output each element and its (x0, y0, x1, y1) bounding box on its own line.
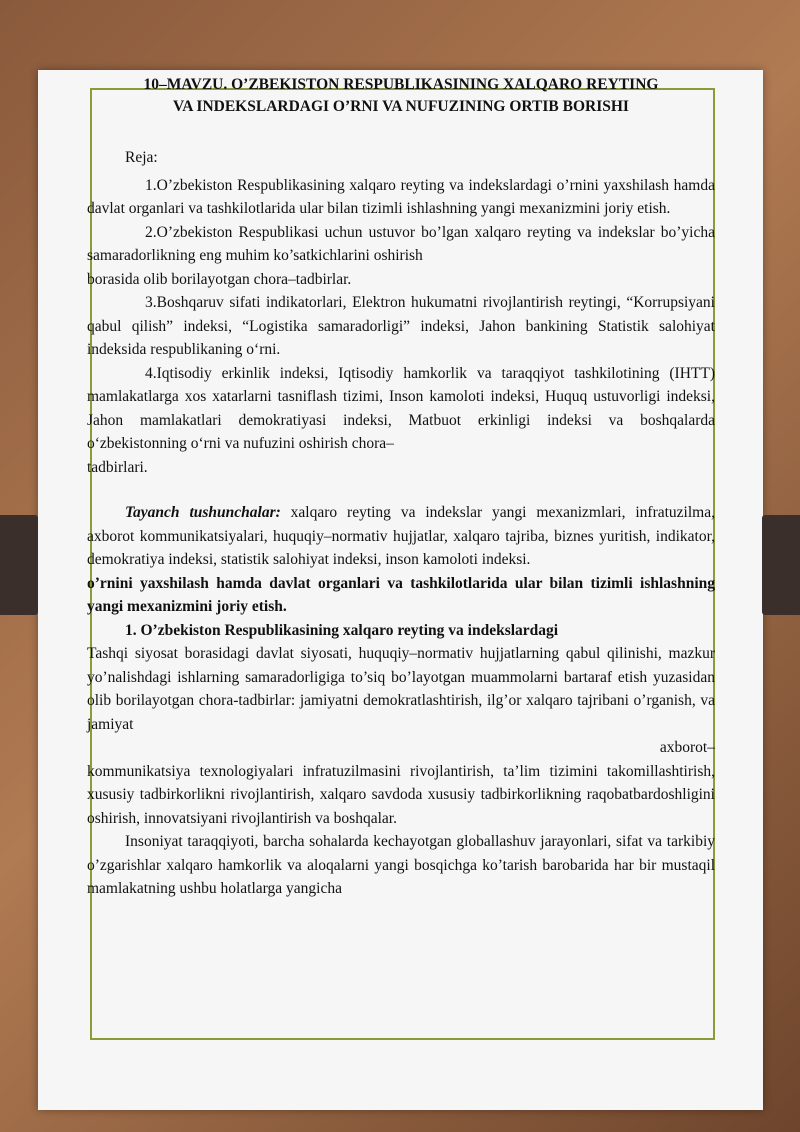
section-1-paragraph-2: Insoniyat taraqqiyoti, barcha sohalarda kechayotgan globallashuv jarayonlari, sifat va tarkibiy o’zgarishlar xalqaro hamkorlik va aloqalarni yangi bosqichga ko’tarish barobarida har bir mustaqil mamlakatning ushbu holatlarga yangicha (87, 833, 715, 897)
plan-heading: Reja: (125, 149, 158, 166)
section-1-heading: 1. O’zbekiston Respublikasining xalqaro reyting va indekslardagi (125, 621, 559, 639)
binder-tab-right (762, 515, 800, 615)
section-1-paragraph-1-break: axborot– (659, 739, 715, 756)
keywords-text: xalqaro reyting va indekslar yangi mexanizmlari, infratuzilma, axborot kommunikatsiyalari, huquqiy–normativ hujjatlar, xalqaro tajriba, biznes yuritish, indikator, demokratiya indeksi, statistik salohiyat indeksi, inson kamoloti indeksi. (87, 504, 715, 568)
keywords-label: Tayanch tushunchalar: (125, 504, 281, 521)
title-line-2: VA INDEKSLARDAGI O’RNI VA NUFUZINING ORTIB BORISHI (173, 98, 629, 115)
page-title (87, 74, 715, 118)
plan-item-2-cont: borasida olib borilayotgan chora–tadbirlar. (87, 270, 352, 288)
section-1-paragraph-1-cont: kommunikatsiya texnologiyalari infratuzilmasini rivojlantirish, ta’lim tizimini takomillashtirish, xususiy tadbirkorlikni rivojlantirish, xalqaro savdoda xususiy tadbirkorlikning raqobatbardoshligini oshirish, innovatsiyani rivojlantirish va boshqalar. (87, 762, 715, 827)
keywords-paragraph (87, 501, 715, 572)
plan-item-4: 4.Iqtisodiy erkinlik indeksi, Iqtisodiy hamkorlik va taraqqiyot tashkilotining (IHTT) mamlakatlarga xos xatarlarni tasniflash tizimi, Inson kamoloti indeksi, Huquq ustuvorligi indeksi, Jahon mamlakatlari demokratiyasi indeksi, Matbuot erkinligi indeksi va boshqalarda o‘zbekistonning o‘rni va nufuzini oshirish chora– (87, 364, 715, 452)
plan-item-2: 2.O’zbekiston Respublikasi uchun ustuvor bo’lgan xalqaro reyting va indekslar bo’yicha samaradorlikning eng muhim ko’satkichlarini oshirish (87, 223, 715, 264)
document-content (87, 74, 715, 901)
plan-item-3: 3.Boshqaruv sifati indikatorlari, Elektron hukumatni rivojlantirish reytingi, “Korrupsiyani qabul qilish” indeksi, “Logistika samaradorligi” indeksi, Jahon bankining Statistik salohiyat indeksida respublikaning o‘rni. (87, 294, 715, 358)
binder-tab-left (0, 515, 38, 615)
title-line-1: 10–MAVZU. O’ZBEKISTON RESPUBLIKASINING XALQARO REYTING (143, 76, 659, 93)
plan-item-1: 1.O’zbekiston Respublikasining xalqaro reyting va indekslardagi o’rnini yaxshilash hamda davlat organlari va tashkilotlarida ular bilan tizimli ishlashning yangi mexanizmini joriy etish. (87, 176, 715, 217)
section-1-paragraph-1: Tashqi siyosat borasidagi davlat siyosati, huquqiy–normativ hujjatlarning qabul qilinishi, mazkur yo’nalishdagi ishlarning samaradorligiga to’siq bo’layotgan muammolarni bartaraf etish yuzasidan olib borilayotgan chora-tadbirlar: jamiyatni demokratlashtirish, ilg’or xalqaro tajribani o’rganish, va jamiyat (87, 645, 715, 733)
plan-item-4-cont: tadbirlari. (87, 458, 148, 476)
section-1-intro: o’rnini yaxshilash hamda davlat organlari va tashkilotlarida ular bilan tizimli ishlashning yangi mexanizmini joriy etish. (87, 574, 715, 615)
